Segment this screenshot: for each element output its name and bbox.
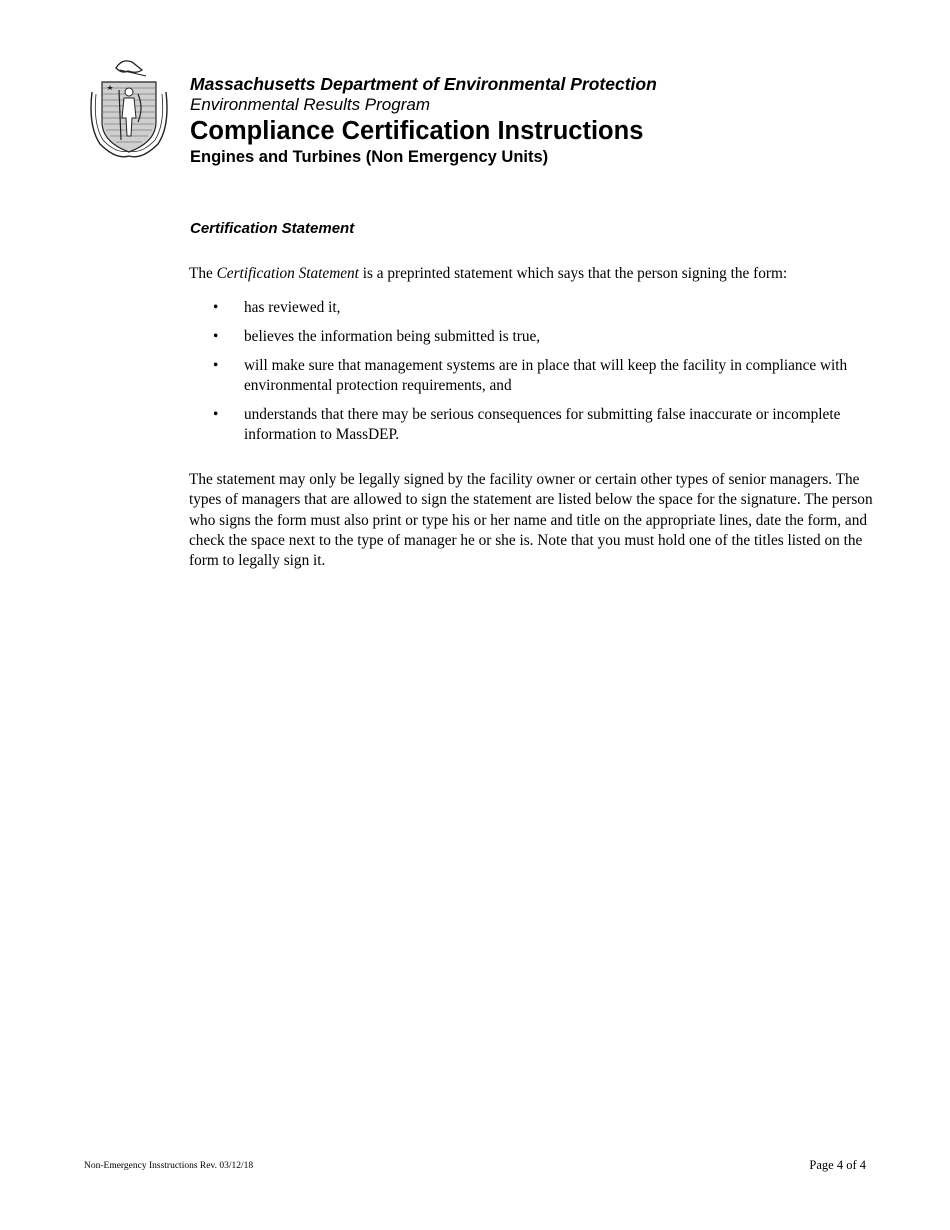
signing-paragraph: The statement may only be legally signed by the facility owner or certain other types of senior managers. The types of managers that are allowed to sign the statement are listed below the space for the signature. The person who signs the form must also print or type his or her name and title on the appropriate lines, date the form, and check the space next to the type of manager he or she is. Note that you must hold one of the titles listed on the form to legally sign it. <box>189 471 873 570</box>
section-heading: Certification Statement <box>190 220 355 237</box>
page-subtitle: Engines and Turbines (Non Emergency Units) <box>190 148 549 166</box>
bullet-icon: • <box>213 328 219 345</box>
list-item-text: has reviewed it, <box>244 299 341 316</box>
intro-text <box>189 264 879 284</box>
agency-name: Massachusetts Department of Environmental Protection <box>190 74 657 94</box>
list-item <box>189 405 879 445</box>
certification-bullet-list <box>189 298 879 454</box>
bullet-icon: • <box>213 299 219 316</box>
list-item <box>189 298 879 318</box>
massachusetts-seal-icon <box>86 56 172 164</box>
list-item <box>189 327 879 347</box>
list-item <box>189 356 879 396</box>
list-item-text: will make sure that management systems are in place that will keep the facility in compliance with environmental protection requirements, and <box>244 357 848 394</box>
intro-lead: The <box>189 265 217 282</box>
page-title: Compliance Certification Instructions <box>190 117 644 145</box>
revision-note: Non-Emergency Insstructions Rev. 03/12/18 <box>84 1161 254 1171</box>
list-item-text: understands that there may be serious consequences for submitting false inaccurate or incomplete information to MassDEP. <box>244 406 841 443</box>
bullet-icon: • <box>213 357 219 374</box>
document-header <box>190 74 657 167</box>
intro-rest: is a preprinted statement which says that the person signing the form: <box>358 265 788 282</box>
intro-italic-term: Certification Statement <box>216 265 359 282</box>
bullet-icon: • <box>213 406 219 423</box>
page-number: Page 4 of 4 <box>809 1158 866 1172</box>
program-name: Environmental Results Program <box>190 95 430 114</box>
list-item-text: believes the information being submitted is true, <box>244 328 541 345</box>
